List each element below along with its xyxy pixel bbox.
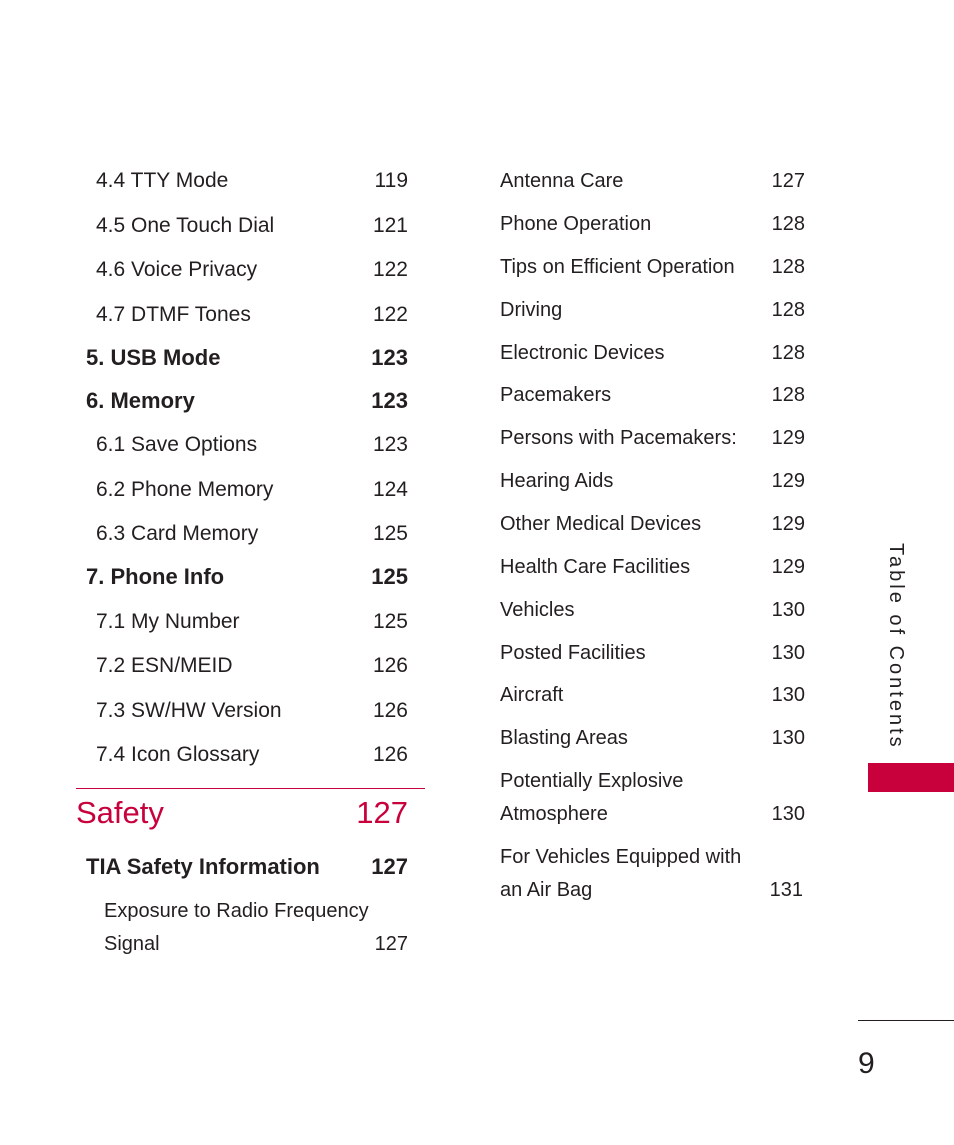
toc-entry-label: 4.5 One Touch Dial	[96, 214, 275, 237]
toc-entry-label: 7.2 ESN/MEID	[96, 654, 233, 677]
toc-entry-label: Phone Operation	[500, 213, 652, 235]
toc-multiline-entry[interactable]	[500, 765, 805, 831]
toc-entry[interactable]	[500, 425, 805, 451]
toc-entry[interactable]	[500, 511, 805, 537]
toc-entry[interactable]	[96, 742, 408, 768]
toc-heading-entry[interactable]	[86, 344, 408, 372]
toc-entry-label: Vehicles	[500, 599, 575, 621]
toc-entry-page: 129	[771, 556, 805, 578]
toc-heading-entry[interactable]	[86, 563, 408, 591]
toc-entry-page: 125	[372, 522, 408, 545]
toc-entry-page: 121	[372, 214, 408, 237]
toc-entry-page: 128	[771, 256, 805, 278]
toc-entry-page: 127	[371, 854, 408, 879]
toc-entry-page: 128	[771, 299, 805, 321]
side-tab-marker[interactable]	[868, 763, 954, 792]
toc-entry-page: 129	[771, 470, 805, 492]
toc-entry[interactable]	[500, 468, 805, 494]
toc-entry-label-line2: Signal	[104, 933, 160, 955]
toc-entry-page: 122	[372, 303, 408, 326]
page-number-rule	[858, 1020, 954, 1021]
toc-entry-label: TIA Safety Information	[86, 854, 320, 879]
toc-entry-page: 129	[771, 427, 805, 449]
toc-entry-label: 4.6 Voice Privacy	[96, 258, 258, 281]
toc-entry-label: Electronic Devices	[500, 342, 665, 364]
toc-entry[interactable]	[500, 640, 805, 666]
toc-entry-label: 6. Memory	[86, 388, 195, 413]
toc-entry-page: 128	[771, 342, 805, 364]
toc-entry-page: 123	[371, 388, 408, 413]
toc-entry-label: Tips on Efficient Operation	[500, 256, 735, 278]
toc-entry-label: 7.1 My Number	[96, 610, 240, 633]
toc-entry-label: Pacemakers	[500, 384, 612, 406]
toc-entry-page: 130	[771, 642, 805, 664]
section-divider	[76, 788, 425, 789]
toc-entry[interactable]	[500, 597, 805, 623]
toc-entry[interactable]	[96, 213, 408, 239]
page-number: 9	[858, 1047, 875, 1080]
toc-entry-page: 130	[771, 803, 805, 825]
toc-entry-label: 6.1 Save Options	[96, 433, 258, 456]
section-heading-safety[interactable]	[76, 793, 408, 833]
toc-entry[interactable]	[500, 297, 805, 323]
toc-entry-page: 128	[771, 384, 805, 406]
toc-heading-entry[interactable]	[86, 387, 408, 415]
toc-entry-page: 122	[372, 258, 408, 281]
toc-entry-page: 131	[769, 879, 803, 901]
toc-entry-label: Other Medical Devices	[500, 513, 702, 535]
toc-entry[interactable]	[500, 254, 805, 280]
toc-entry[interactable]	[500, 682, 805, 708]
toc-entry-page: 128	[771, 213, 805, 235]
toc-entry-label-line2: an Air Bag	[500, 879, 593, 901]
toc-entry[interactable]	[500, 168, 805, 194]
toc-entry-label: Posted Facilities	[500, 642, 646, 664]
toc-entry-page: 124	[372, 478, 408, 501]
toc-entry-label: 6.2 Phone Memory	[96, 478, 274, 501]
toc-entry-label: 7. Phone Info	[86, 564, 225, 589]
toc-entry[interactable]	[500, 554, 805, 580]
toc-entry-label: Aircraft	[500, 684, 564, 706]
toc-multiline-entry[interactable]	[104, 895, 408, 961]
toc-entry-label: Antenna Care	[500, 170, 624, 192]
section-page: 127	[356, 795, 408, 830]
section-title: Safety	[76, 795, 164, 830]
toc-entry[interactable]	[96, 432, 408, 458]
toc-entry-page: 126	[372, 743, 408, 766]
toc-entry-page: 119	[374, 169, 408, 192]
toc-entry[interactable]	[500, 725, 805, 751]
toc-entry[interactable]	[96, 257, 408, 283]
toc-entry-label: Hearing Aids	[500, 470, 614, 492]
toc-entry-page: 123	[372, 433, 408, 456]
toc-entry-label: 4.4 TTY Mode	[96, 169, 229, 192]
toc-entry[interactable]	[96, 653, 408, 679]
toc-entry-page: 123	[371, 345, 408, 370]
toc-entry[interactable]	[96, 302, 408, 328]
toc-entry-page: 127	[771, 170, 805, 192]
toc-entry-label: 5. USB Mode	[86, 345, 221, 370]
toc-entry-page: 127	[374, 933, 408, 955]
toc-entry[interactable]	[500, 340, 805, 366]
toc-entry[interactable]	[96, 168, 408, 194]
toc-entry[interactable]	[96, 477, 408, 503]
toc-entry[interactable]	[500, 211, 805, 237]
toc-entry-page: 126	[372, 699, 408, 722]
toc-entry[interactable]	[96, 698, 408, 724]
toc-entry-page: 130	[771, 684, 805, 706]
toc-entry-label-line2: Atmosphere	[500, 803, 608, 825]
toc-entry-page: 129	[771, 513, 805, 535]
toc-entry-label-line1: For Vehicles Equipped with	[500, 846, 742, 868]
toc-entry[interactable]	[96, 521, 408, 547]
toc-entry-label: 7.4 Icon Glossary	[96, 743, 260, 766]
toc-entry-label: Persons with Pacemakers:	[500, 427, 737, 449]
toc-multiline-entry[interactable]	[500, 841, 803, 907]
toc-entry-label: Health Care Facilities	[500, 556, 691, 578]
side-tab-label: Table of Contents	[885, 543, 907, 750]
toc-entry-page: 130	[771, 727, 805, 749]
toc-entry-page: 125	[371, 564, 408, 589]
toc-entry-label: Driving	[500, 299, 563, 321]
toc-entry-label: Blasting Areas	[500, 727, 628, 749]
toc-entry-label-line1: Exposure to Radio Frequency	[104, 900, 369, 922]
toc-entry[interactable]	[96, 609, 408, 635]
toc-entry[interactable]	[500, 382, 805, 408]
toc-entry-label-line1: Potentially Explosive	[500, 770, 684, 792]
toc-entry-label: 6.3 Card Memory	[96, 522, 259, 545]
toc-entry-page: 125	[372, 610, 408, 633]
toc-entry-label: 7.3 SW/HW Version	[96, 699, 282, 722]
toc-entry-page: 126	[372, 654, 408, 677]
toc-entry-label: 4.7 DTMF Tones	[96, 303, 251, 326]
toc-heading-entry[interactable]	[86, 853, 408, 881]
toc-entry-page: 130	[771, 599, 805, 621]
